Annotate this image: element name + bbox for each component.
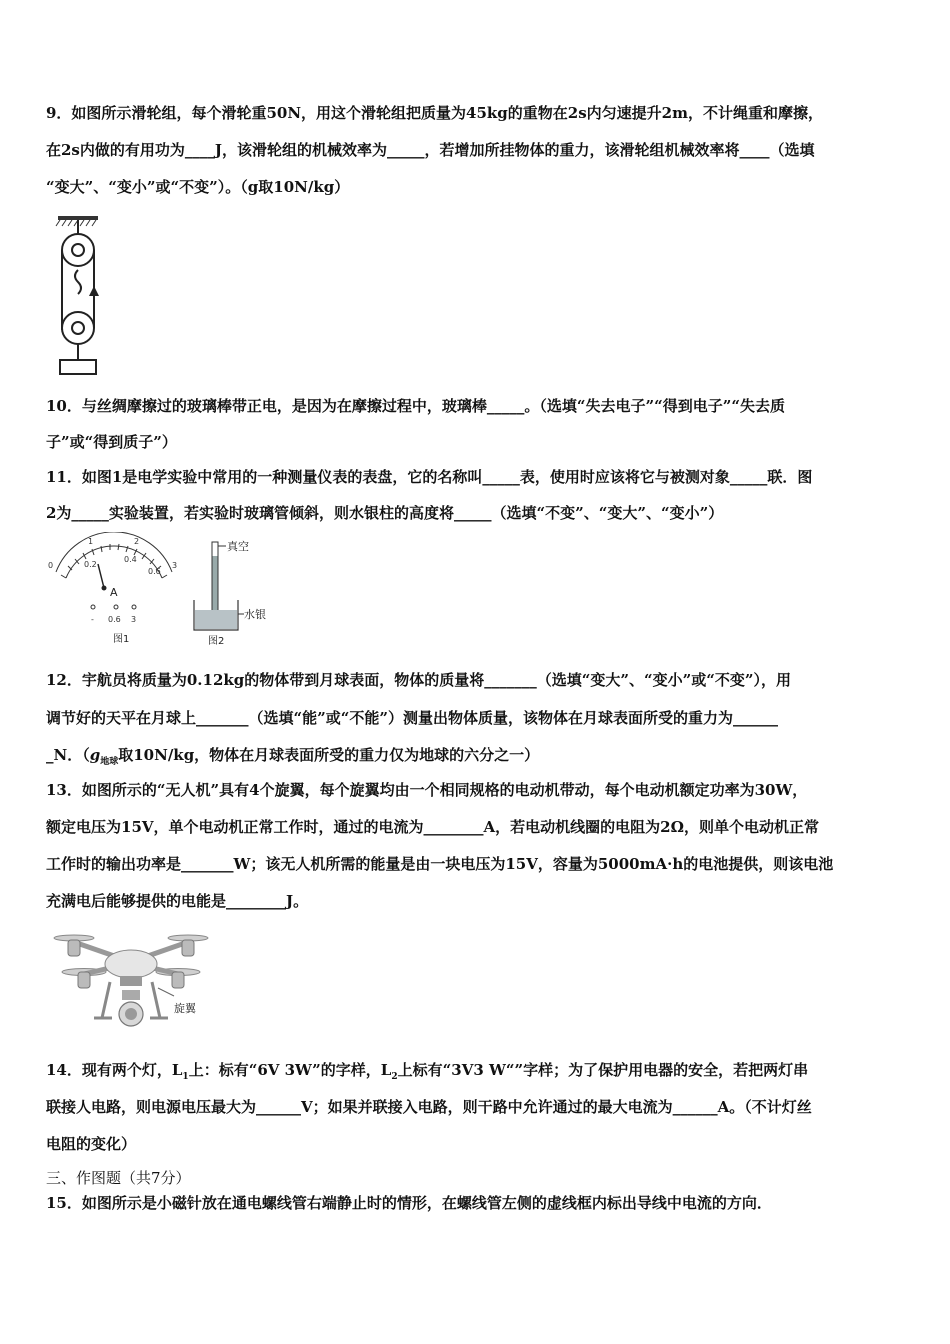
q11-line-1: 11．如图1是电学实验中常用的一种测量仪表的表盘，它的名称叫_____表，使用时应该将它与被测对象_____联．图 — [46, 468, 813, 486]
q12-line-1: 12．宇航员将质量为0.12kg的物体带到月球表面，物体的质量将_______（选填“变大”、“变小”或“不变”），用 — [46, 671, 792, 689]
q14-line-2: 联接人电路，则电源电压最大为______V；如果并联接入电路，则干路中允许通过的最大电流为______A。（不计灯丝 — [46, 1098, 812, 1116]
q13-line-3: 工作时的输出功率是_______W；该无人机所需的能量是由一块电压为15V，容量为5000mA·h的电池提供，则该电池 — [46, 855, 834, 873]
pulley-figure — [52, 210, 112, 378]
q12-line-3 — [46, 745, 906, 772]
l1-subscript: 1 — [182, 1072, 189, 1082]
needle — [98, 564, 104, 588]
q9-line-2: 在2s内做的有用功为____J，该滑轮组的机械效率为_____，若增加所挂物体的重力，该滑轮组机械效率将____（选填 — [46, 141, 815, 159]
terminal-neg: - — [91, 615, 94, 624]
rotor-label: 旋翼 — [174, 1002, 196, 1015]
scale-top-1: 1 — [88, 537, 94, 546]
g-subscript: 地球 — [100, 757, 119, 767]
vacuum-label: 真空 — [227, 540, 249, 553]
q12-line-3-a: _N．（ — [46, 746, 90, 764]
scale-top-2: 2 — [134, 537, 140, 546]
q13-line-4: 充满电后能够提供的电能是________J。 — [46, 892, 309, 910]
q14-line-3: 电阻的变化） — [46, 1135, 137, 1153]
q12-line-2: 调节好的天平在月球上_______（选填“能”或“不能”）测量出物体质量，该物体在月球表面所受的重力为______ — [46, 709, 779, 727]
g-symbol: g — [89, 746, 101, 764]
unit-label: A — [110, 586, 118, 599]
scale-bottom-1: 0.2 — [84, 560, 97, 569]
l2-subscript: 2 — [391, 1072, 398, 1082]
q9-line-1: 9．如图所示滑轮组，每个滑轮重50N，用这个滑轮组把质量为45kg的重物在2s内匀速提升2m，不计绳重和摩擦， — [46, 104, 823, 122]
ammeter-figure — [44, 532, 184, 648]
q14-line-1 — [46, 1060, 906, 1087]
q13-line-1: 13．如图所示的“无人机”具有4个旋翼，每个旋翼均由一个相同规格的电动机带动，每个电动机额定功率为30W， — [46, 781, 808, 799]
scale-bottom-2: 0.4 — [124, 555, 137, 564]
fig1-caption: 图1 — [113, 634, 130, 645]
q12-line-3-b: 取10N/kg，物体在月球表面所受的重力仅为地球的六分之一） — [118, 746, 540, 764]
section-3-heading: 三、作图题（共7分） — [46, 1169, 191, 1187]
q13-line-2: 额定电压为15V，单个电动机正常工作时，通过的电流为________A，若电动机线圈的电阻为2Ω，则单个电动机正常 — [46, 818, 819, 836]
q15-line-1: 15．如图所示是小磁针放在通电螺线管右端静止时的情形，在螺线管左侧的虚线框内标出导线中电流的方向． — [46, 1194, 772, 1212]
q11-line-2: 2为_____实验装置，若实验时玻璃管倾斜，则水银柱的高度将_____（选填“不变”、“变大”、“变小”） — [46, 504, 724, 522]
mercury-label: 水银 — [244, 608, 266, 621]
q10-line-2: 子”或“得到质子”） — [46, 433, 177, 451]
terminal-3: 3 — [131, 615, 137, 624]
q10-line-1: 10．与丝绸摩擦过的玻璃棒带正电，是因为在摩擦过程中，玻璃棒_____。（选填“失去电子”“得到电子”“失去质 — [46, 397, 786, 415]
q14-l1-a: 14．现有两个灯，L — [46, 1061, 183, 1079]
terminal-06: 0.6 — [108, 615, 121, 624]
q14-l1-b: 上：标有“6V 3W”的字样，L — [188, 1061, 392, 1079]
q14-l1-c: 上标有“3V3 W“”字样；为了保护用电器的安全，若把两灯串 — [397, 1061, 809, 1079]
scale-bottom-3: 0.6 — [148, 567, 161, 576]
scale-top-0: 0 — [48, 561, 54, 570]
torricelli-figure — [190, 534, 274, 650]
q9-line-3: “变大”、“变小”或“不变”）。（g取10N/kg） — [46, 178, 350, 196]
scale-top-3: 3 — [172, 561, 178, 570]
fig2-caption: 图2 — [208, 636, 225, 647]
drone-figure — [50, 922, 212, 1062]
